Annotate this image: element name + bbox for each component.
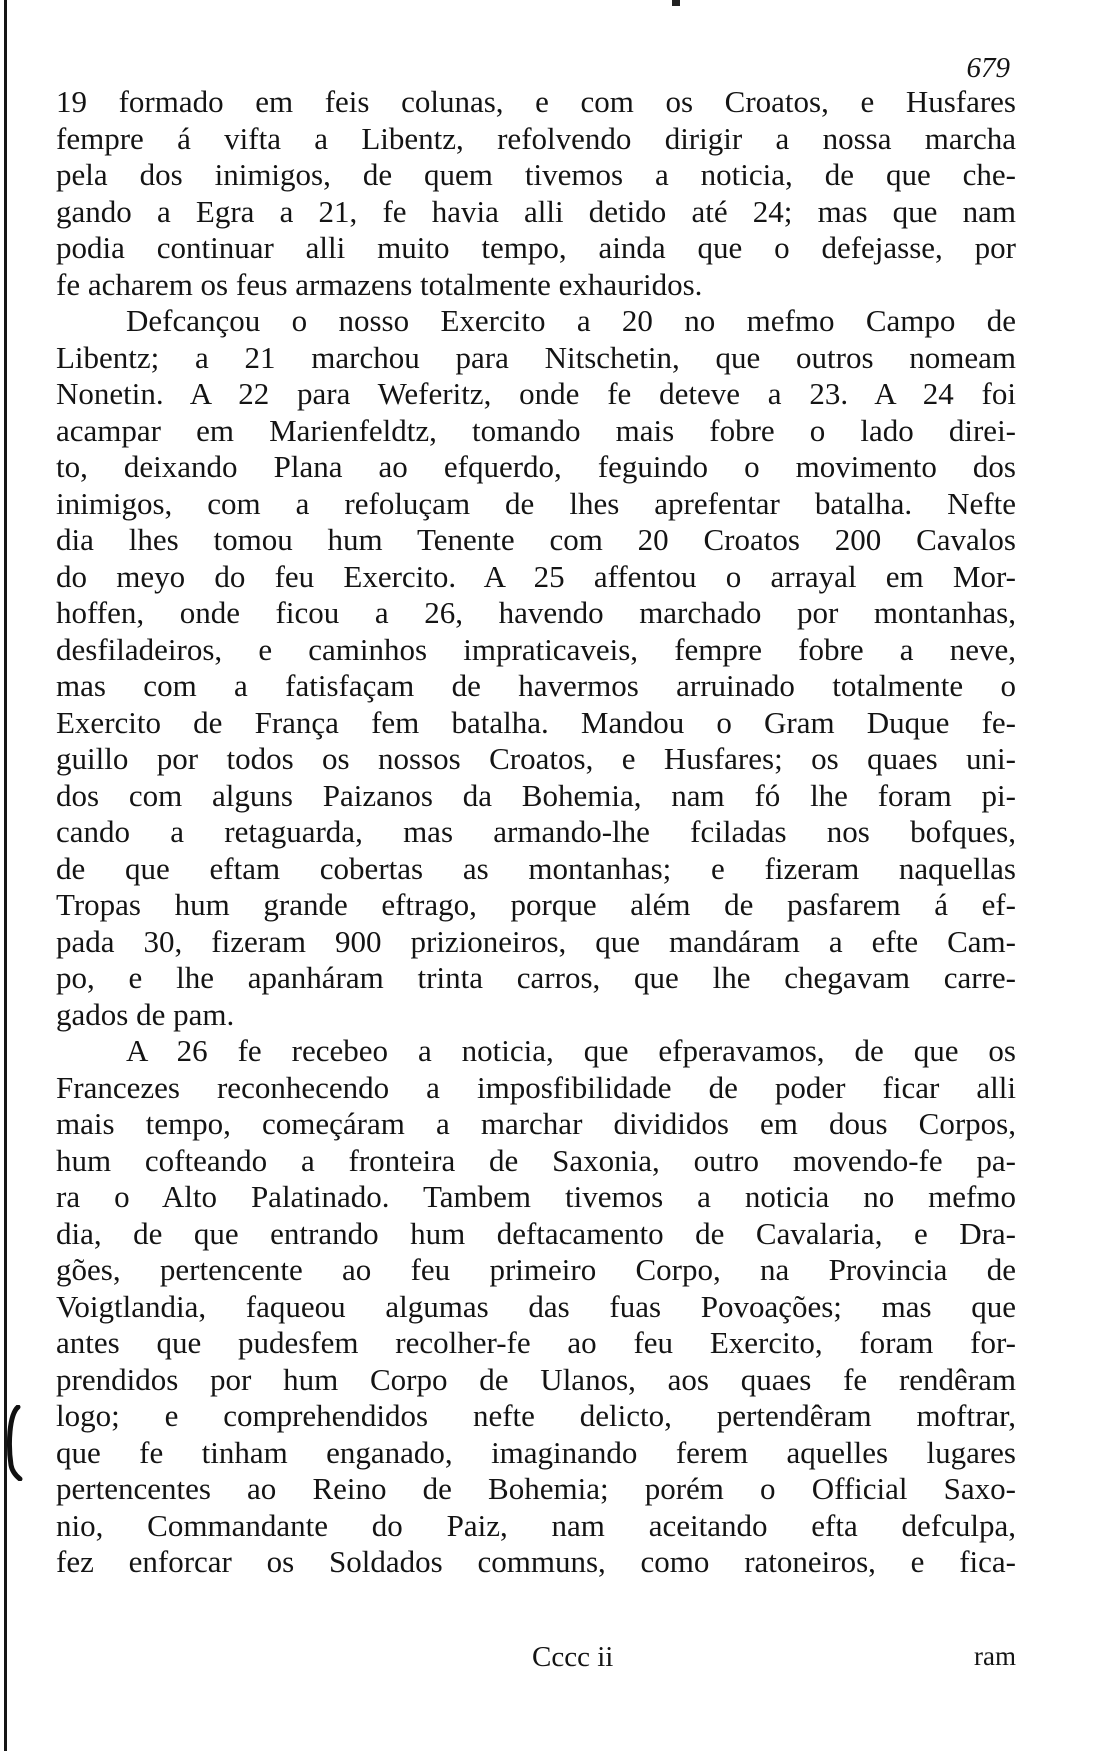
text-line: podia continuar alli muito tempo, ainda que o defejasse, por bbox=[56, 230, 1016, 265]
text-line: do meyo do feu Exercito. A 25 affentou o arrayal em Mor- bbox=[56, 558, 1016, 594]
text-line: gados de pam. bbox=[56, 996, 235, 1032]
text-line: fe acharem os feus armazens totalmente exhauridos. bbox=[56, 266, 703, 302]
page-number: 679 bbox=[966, 52, 1010, 84]
text-line: desfiladeiros, e caminhos impraticaveis, fempre fobre a neve, bbox=[56, 631, 1016, 667]
text-line: 19 formado em feis colunas, e com os Croatos, e Husfares bbox=[56, 84, 1016, 119]
margin-bracket-mark bbox=[5, 1405, 23, 1481]
text-line: inimigos, com a refoluçam de lhes aprefentar batalha. Nefte bbox=[56, 485, 1016, 521]
text-line: dia lhes tomou hum Tenente com 20 Croatos 200 Cavalos bbox=[56, 522, 1016, 557]
text-line: cando a retaguarda, mas armando-lhe fciladas nos bofques, bbox=[56, 814, 1016, 849]
signature-mark: Cccc ii bbox=[532, 1641, 614, 1673]
text-line: mais tempo, começáram a marchar divididos em dous Corpos, bbox=[56, 1106, 1016, 1141]
body-text bbox=[56, 84, 1016, 1581]
text-line: Voigtlandia, faqueou algumas das fuas Povoações; mas que bbox=[56, 1288, 1016, 1324]
text-line: fez enforcar os Soldados communs, como ratoneiros, e fica- bbox=[56, 1544, 1016, 1579]
top-ink-mark bbox=[672, 0, 680, 6]
text-line: Nonetin. A 22 para Weferitz, onde fe deteve a 23. A 24 foi bbox=[56, 376, 1016, 411]
text-line: A 26 fe recebeo a noticia, que efperavamos, de que os bbox=[126, 1033, 1016, 1068]
text-line: acampar em Marienfeldtz, tomando mais fobre o lado direi- bbox=[56, 412, 1016, 448]
text-line: po, e lhe apanháram trinta carros, que lhe chegavam carre- bbox=[56, 960, 1016, 995]
text-line: fempre á vifta a Libentz, refolvendo dirigir a nossa marcha bbox=[56, 120, 1016, 156]
text-line: de que eftam cobertas as montanhas; e fizeram naquellas bbox=[56, 850, 1016, 886]
text-line: dos com alguns Paizanos da Bohemia, nam fó lhe foram pi- bbox=[56, 777, 1016, 813]
binding-edge-line bbox=[4, 0, 7, 1751]
text-line: Exercito de França fem batalha. Mandou o Gram Duque fe- bbox=[56, 704, 1016, 740]
text-line: ra o Alto Palatinado. Tambem tivemos a noticia no mefmo bbox=[56, 1179, 1016, 1214]
text-line: antes que pudesfem recolher-fe ao feu Exercito, foram for- bbox=[56, 1325, 1016, 1360]
text-line: mas com a fatisfaçam de havermos arruinado totalmente o bbox=[56, 668, 1016, 703]
text-line: pertencentes ao Reino de Bohemia; porém o Official Saxo- bbox=[56, 1471, 1016, 1506]
text-line: hoffen, onde ficou a 26, havendo marchado por montanhas, bbox=[56, 595, 1016, 630]
text-line: Tropas hum grande eftrago, porque além de pasfarem á ef- bbox=[56, 887, 1016, 922]
catchword: ram bbox=[974, 1641, 1016, 1671]
text-line: Libentz; a 21 marchou para Nitschetin, que outros nomeam bbox=[56, 339, 1016, 375]
text-line: logo; e comprehendidos nefte delicto, pertendêram moftrar, bbox=[56, 1398, 1016, 1433]
text-line: prendidos por hum Corpo de Ulanos, aos quaes fe rendêram bbox=[56, 1361, 1016, 1397]
text-line: guillo por todos os nossos Croatos, e Husfares; os quaes uni- bbox=[56, 741, 1016, 776]
text-line: Defcançou o nosso Exercito a 20 no mefmo Campo de bbox=[126, 303, 1016, 338]
text-line: dia, de que entrando hum deftacamento de Cavalaria, e Dra- bbox=[56, 1215, 1016, 1251]
text-line: que fe tinham enganado, imaginando ferem aquelles lugares bbox=[56, 1434, 1016, 1470]
text-line: pela dos inimigos, de quem tivemos a noticia, de que che- bbox=[56, 157, 1016, 192]
text-line: pada 30, fizeram 900 prizioneiros, que mandáram a efte Cam- bbox=[56, 923, 1016, 959]
text-line: Francezes reconhecendo a imposfibilidade de poder ficar alli bbox=[56, 1069, 1016, 1105]
text-line: gando a Egra a 21, fe havia alli detido até 24; mas que nam bbox=[56, 193, 1016, 229]
text-line: hum cofteando a fronteira de Saxonia, outro movendo-fe pa- bbox=[56, 1142, 1016, 1178]
text-line: gões, pertencente ao feu primeiro Corpo, na Provincia de bbox=[56, 1252, 1016, 1287]
text-line: nio, Commandante do Paiz, nam aceitando efta defculpa, bbox=[56, 1507, 1016, 1543]
text-line: to, deixando Plana ao efquerdo, feguindo o movimento dos bbox=[56, 449, 1016, 484]
